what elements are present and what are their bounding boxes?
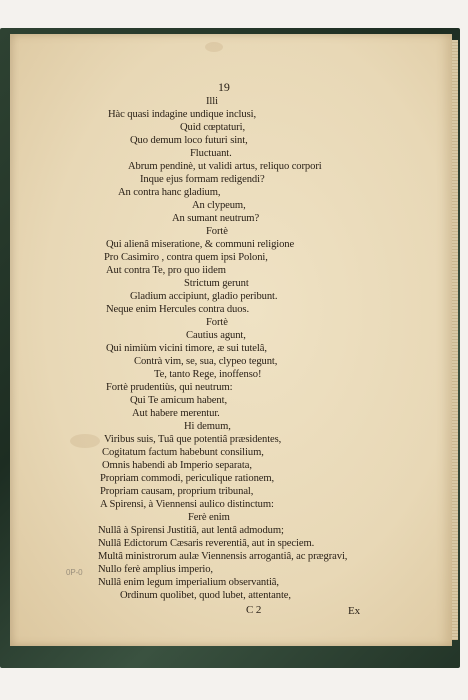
text-line: Abrum pendinè, ut validi artus, reliquo corpori <box>128 161 322 172</box>
text-line: Illi <box>206 96 218 107</box>
margin-note: 0P-0 <box>66 568 83 577</box>
text-line: Propriam causam, proprium tribunal, <box>100 486 254 497</box>
catchword: Ex <box>348 605 361 617</box>
text-line: Qui alienâ miseratione, & communi religione <box>106 239 295 250</box>
text-line: Propriam commodi, periculique rationem, <box>100 473 275 484</box>
text-line: Ferè enim <box>188 512 230 523</box>
text-line: Omnis habendi ab Imperio separata, <box>102 460 252 471</box>
text-line: Nullo ferè amplius imperio, <box>98 564 213 575</box>
text-line: Contrà vim, se, sua, clypeo tegunt, <box>134 356 278 367</box>
text-line: Hàc quasi indagine undique inclusi, <box>108 109 257 120</box>
text-line: Fortè prudentiùs, qui neutrum: <box>106 382 233 393</box>
text-line: Aut habere merentur. <box>132 408 220 419</box>
signature-mark: C 2 <box>246 604 262 616</box>
text-line: An contra hanc gladium, <box>118 187 221 198</box>
text-line: An clypeum, <box>192 200 246 211</box>
text-line: Viribus suis, Tuâ que potentiâ præsidentes, <box>104 434 282 445</box>
text-line: Quid cœptaturi, <box>180 122 245 133</box>
text-line: Nullâ Edictorum Cæsaris reverentiâ, aut in speciem. <box>98 538 315 549</box>
text-line: Qui nimiùm vicini timore, æ sui tutelâ, <box>106 343 267 354</box>
text-line: Multâ ministrorum aulæ Viennensis arrogantiâ, ac prægravi, <box>98 551 348 562</box>
text-line: A Spirensi, à Viennensi aulico distinctum: <box>100 499 274 510</box>
text-line: Neque enim Hercules contra duos. <box>106 304 250 315</box>
text-line: Quo demum loco futuri sint, <box>130 135 248 146</box>
text-line: Strictum gerunt <box>184 278 249 289</box>
text-line: Nullâ enim legum imperialium observantiâ, <box>98 577 279 588</box>
text-line: Qui Te amicum habent, <box>130 395 227 406</box>
text-line: Cautius agunt, <box>186 330 246 341</box>
text-line: Fortè <box>206 226 228 237</box>
text-line: Fluctuant. <box>190 148 232 159</box>
text-line: Inque ejus formam redigendi? <box>140 174 265 185</box>
text-line: Ordinum quolibet, quod lubet, attentante, <box>120 590 291 601</box>
page-number: 19 <box>218 80 230 94</box>
page-edges <box>452 40 458 640</box>
text-line: Nullâ à Spirensi Justitiâ, aut lentâ admodum; <box>98 525 284 536</box>
text-line: Hi demum, <box>184 421 231 432</box>
book-page <box>10 34 452 646</box>
text-line: Pro Casimiro , contra quem ipsi Poloni, <box>104 252 268 263</box>
page-text <box>10 34 452 646</box>
text-line: Aut contra Te, pro quo iidem <box>106 265 226 276</box>
text-line: Cogitatum factum habebunt consilium, <box>102 447 264 458</box>
text-line: Fortè <box>206 317 228 328</box>
text-line: Te, tanto Rege, inoffenso! <box>154 369 262 380</box>
text-line: Gladium accipiunt, gladio peribunt. <box>130 291 278 302</box>
text-line: An sumant neutrum? <box>172 213 260 224</box>
